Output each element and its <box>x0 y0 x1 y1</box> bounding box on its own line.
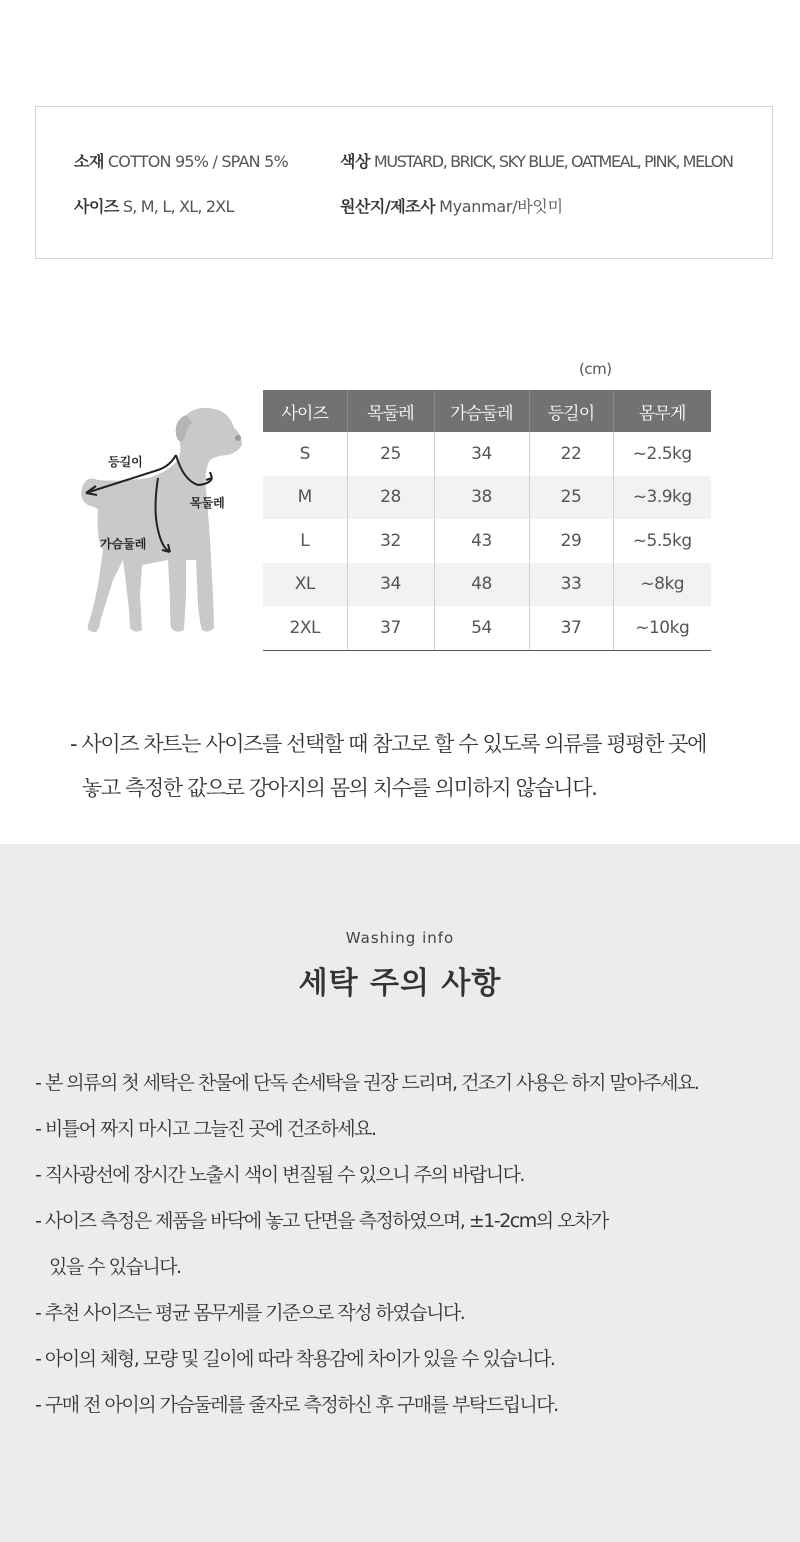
table-row <box>263 432 711 476</box>
size-value: S, M, L, XL, 2XL <box>122 197 234 216</box>
table-cell: XL <box>263 563 347 607</box>
table-cell: ~8kg <box>613 563 711 607</box>
back-length-label: 등길이 <box>108 455 143 469</box>
list-item <box>35 1198 698 1290</box>
list-item: - 아이의 체형, 모량 및 길이에 따라 착용감에 차이가 있을 수 있습니다. <box>35 1348 555 1370</box>
table-cell: 25 <box>529 476 613 520</box>
material-spec <box>74 149 288 172</box>
header-back: 등길이 <box>529 390 613 432</box>
table-cell: ~10kg <box>613 606 711 650</box>
material-value: COTTON 95% / SPAN 5% <box>107 152 288 171</box>
size-table <box>263 390 711 651</box>
washing-subtitle: Washing info <box>345 929 455 947</box>
table-cell: 25 <box>347 432 434 476</box>
table-cell: M <box>263 476 347 520</box>
neck-label: 목둘레 <box>190 496 225 510</box>
list-item: - 직사광선에 장시간 노출시 색이 변질될 수 있으니 주의 바랍니다. <box>35 1164 524 1186</box>
washing-info-section <box>0 844 800 1542</box>
spec-box <box>35 106 773 259</box>
table-cell: L <box>300 530 310 551</box>
table-cell: 37 <box>347 606 434 650</box>
washing-list <box>35 1060 698 1428</box>
origin-spec <box>340 194 563 217</box>
origin-label: 원산지/제조사 <box>340 197 436 216</box>
table-cell: 2XL <box>263 606 347 650</box>
table-cell: ~5.5kg <box>613 519 711 563</box>
list-item: - 비틀어 짜지 마시고 그늘진 곳에 건조하세요. <box>35 1118 376 1140</box>
table-row <box>263 519 711 563</box>
list-item: - 구매 전 아이의 가슴둘레를 줄자로 측정하신 후 구매를 부탁드립니다. <box>35 1394 558 1416</box>
header-neck: 목둘레 <box>347 390 434 432</box>
table-cell: 28 <box>347 476 434 520</box>
table-cell: 22 <box>529 432 613 476</box>
table-cell: 34 <box>347 563 434 607</box>
size-note-line-2: 놓고 측정한 값으로 강아지의 몸의 치수를 의미하지 않습니다. <box>82 776 597 800</box>
table-row <box>263 563 711 607</box>
list-item-continuation: 있을 수 있습니다. <box>49 1256 181 1278</box>
origin-value: Myanmar/바잇미 <box>439 197 563 216</box>
size-spec <box>74 194 234 217</box>
material-label: 소재 <box>74 152 104 171</box>
dog-silhouette-icon <box>81 408 242 632</box>
color-spec <box>340 149 733 172</box>
size-label: 사이즈 <box>74 197 119 216</box>
list-item-text: - 사이즈 측정은 제품을 바닥에 놓고 단면을 측정하였으며, ±1-2cm의 오차가 <box>35 1210 608 1232</box>
size-note-line-1: - 사이즈 차트는 사이즈를 선택할 때 참고로 할 수 있도록 의류를 평평한 곳에 <box>70 732 707 756</box>
chest-label: 가슴둘레 <box>100 537 147 551</box>
table-cell: 33 <box>529 563 613 607</box>
table-cell: 48 <box>434 563 529 607</box>
table-cell: ~2.5kg <box>613 432 711 476</box>
table-cell: 34 <box>434 432 529 476</box>
color-value: MUSTARD, BRICK, SKY BLUE, OATMEAL, PINK, MELON <box>373 152 733 171</box>
table-row <box>263 606 711 650</box>
table-cell: 29 <box>529 519 613 563</box>
unit-label: (cm) <box>579 360 612 378</box>
size-chart-note <box>70 722 706 810</box>
header-weight: 몸무게 <box>613 390 711 432</box>
table-header-row <box>263 390 711 432</box>
table-cell: ~3.9kg <box>613 476 711 520</box>
table-row <box>263 476 711 520</box>
table-cell: 43 <box>434 519 529 563</box>
header-size: 사이즈 <box>263 390 347 432</box>
table-cell: 32 <box>347 519 434 563</box>
table-cell: 54 <box>434 606 529 650</box>
color-label: 색상 <box>340 152 370 171</box>
list-item: - 추천 사이즈는 평균 몸무게를 기준으로 작성 하였습니다. <box>35 1302 465 1324</box>
list-item: - 본 의류의 첫 세탁은 찬물에 단독 손세탁을 권장 드리며, 건조기 사용은 하지 말아주세요. <box>35 1072 699 1094</box>
table-cell: S <box>299 443 310 464</box>
washing-title: 세탁 주의 사항 <box>298 966 502 1001</box>
table-cell: 37 <box>529 606 613 650</box>
dog-measurement-diagram <box>58 400 258 640</box>
table-cell: 38 <box>434 476 529 520</box>
header-chest: 가슴둘레 <box>434 390 529 432</box>
